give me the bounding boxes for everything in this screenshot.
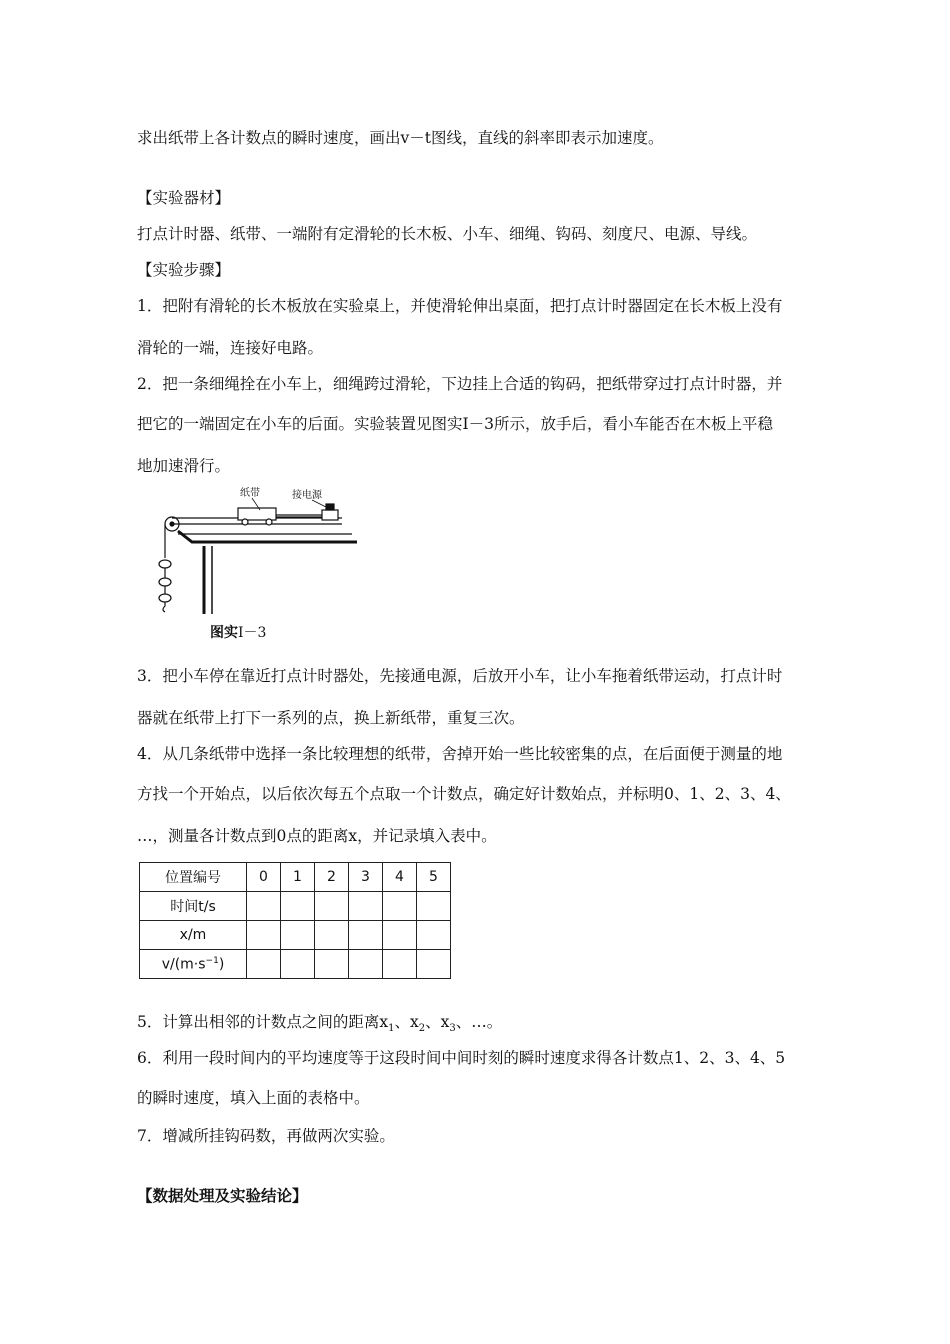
col-2: 2 [315, 863, 349, 892]
intro-text: 求出纸带上各计数点的瞬时速度，画出v－t图线，直线的斜率即表示加速度。 [137, 129, 664, 147]
data-table [139, 862, 451, 979]
step6-line2: 的瞬时速度，填入上面的表格中。 [137, 1089, 370, 1107]
col-4: 4 [383, 863, 417, 892]
col-5: 5 [417, 863, 451, 892]
table-row [140, 921, 451, 950]
table-row [140, 863, 451, 892]
step7: 7．增减所挂钩码数，再做两次实验。 [137, 1127, 395, 1145]
step4-line1: 4．从几条纸带中选择一条比较理想的纸带，舍掉开始一些比较密集的点，在后面便于测量的地 [137, 745, 783, 763]
col-1: 1 [281, 863, 315, 892]
step6-line1: 6．利用一段时间内的平均速度等于这段时间中间时刻的瞬时速度求得各计数点1、2、3、4、5 [137, 1049, 786, 1067]
step2-line2: 把它的一端固定在小车的后面。实验装置见图实Ⅰ－3所示，放手后，看小车能否在木板上平稳 [137, 415, 773, 433]
step1-line2: 滑轮的一端，连接好电路。 [137, 339, 324, 357]
row-x-label: x/m [140, 921, 247, 950]
row-time-label: 时间t/s [140, 892, 247, 921]
equipment-text: 打点计时器、纸带、一端附有定滑轮的长木板、小车、细绳、钩码、刻度尺、电源、导线。 [137, 225, 758, 243]
step4-line2: 方找一个开始点，以后依次每五个点取一个计数点，确定好计数始点，并标明0、1、2、3、4、 [137, 785, 791, 803]
table-row [140, 950, 451, 979]
steps-heading: 【实验步骤】 [137, 261, 231, 279]
step4-line3: …，测量各计数点到0点的距离x，并记录填入表中。 [137, 827, 497, 845]
step1-line1: 1．把附有滑轮的长木板放在实验桌上，并使滑轮伸出桌面，把打点计时器固定在长木板上没有 [137, 297, 783, 315]
label-power: 接电源 [292, 490, 322, 501]
caption-number: Ⅰ－3 [238, 625, 267, 641]
figure-caption [210, 622, 266, 642]
equipment-heading: 【实验器材】 [137, 189, 231, 207]
step3-line2: 器就在纸带上打下一系列的点，换上新纸带，重复三次。 [137, 709, 525, 727]
label-tape: 纸带 [240, 488, 260, 499]
step3-line1: 3．把小车停在靠近打点计时器处，先接通电源，后放开小车，让小车拖着纸带运动，打点计时 [137, 667, 783, 685]
step2-line1: 2．把一条细绳拴在小车上，细绳跨过滑轮，下边挂上合适的钩码，把纸带穿过打点计时器，并 [137, 375, 783, 393]
step5: 5．计算出相邻的计数点之间的距离$x_1$、$x_2$、$x_3$、…。 [137, 1013, 503, 1035]
col-3: 3 [349, 863, 383, 892]
step2-line3: 地加速滑行。 [137, 457, 231, 475]
row-v-label: $v/(m\cdot s^{-1})$ [140, 950, 247, 979]
header-label: 位置编号 [140, 863, 247, 892]
data-heading: 【数据处理及实验结论】 [137, 1186, 308, 1205]
col-0: 0 [247, 863, 281, 892]
table-row [140, 892, 451, 921]
caption-prefix: 图实 [210, 625, 238, 641]
apparatus-diagram [152, 486, 362, 616]
